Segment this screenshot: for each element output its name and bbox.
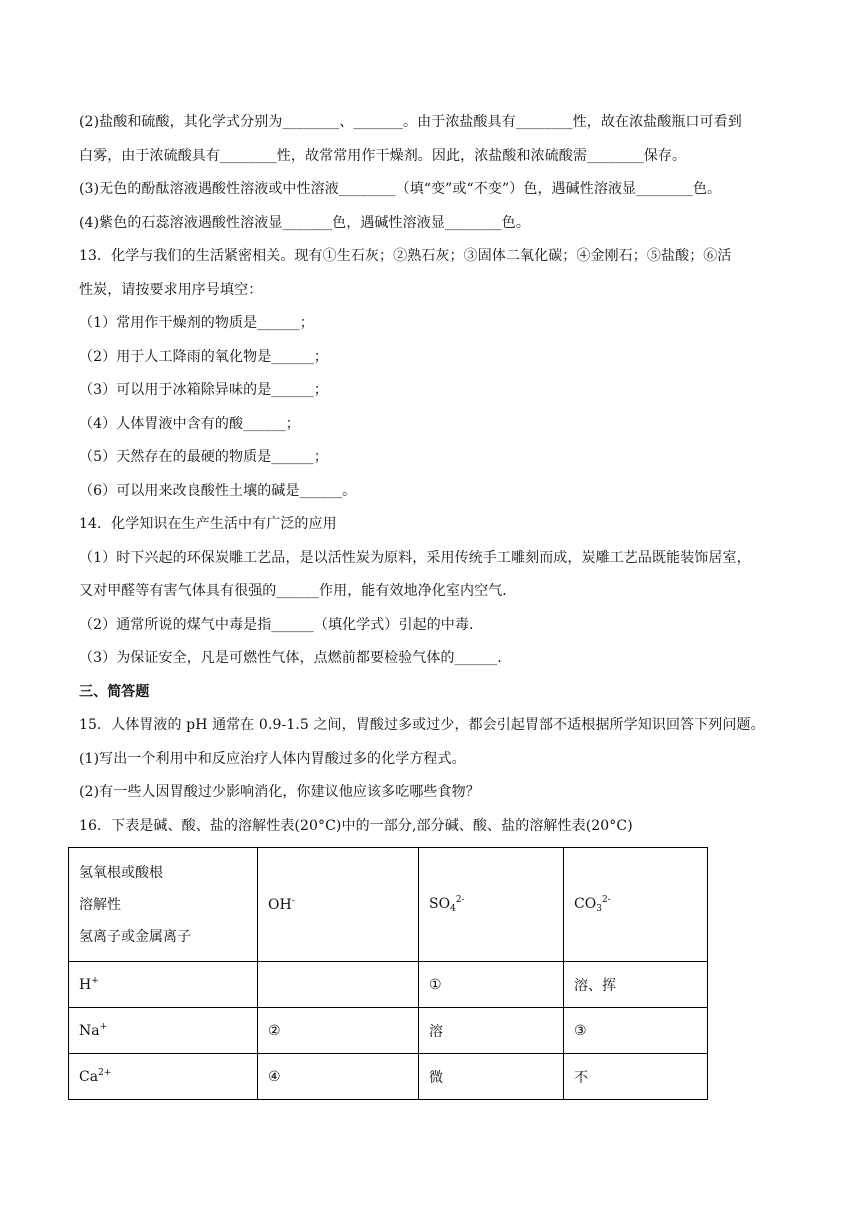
table-cell: ③ — [564, 1008, 708, 1054]
q14-item-1-line1: （1）时下兴起的环保炭雕工艺品，是以活性炭为原料，采用传统手工雕刻而成，炭雕工艺品既能装饰居室， — [79, 549, 751, 566]
table-cell: 溶 — [419, 1008, 564, 1054]
q13-item-1: （1）常用作干燥剂的物质是______； — [79, 315, 314, 331]
corner-label-anion: 氢氧根或酸根 — [79, 864, 163, 881]
q13-item-2: （2）用于人工降雨的氧化物是______； — [79, 348, 329, 365]
column-header-co3: $CO_3^{2-}$ — [564, 848, 708, 962]
table-cell — [258, 962, 419, 1008]
column-header-oh: OH- — [258, 848, 419, 962]
row-header-h: H+ — [69, 962, 258, 1008]
table-header-row — [69, 848, 708, 962]
table-cell: ② — [258, 1008, 419, 1054]
table-corner-cell — [69, 848, 258, 962]
corner-label-solubility: 溶解性 — [79, 896, 121, 913]
q14-stem: 14．化学知识在生产生活中有广泛的应用 — [79, 516, 337, 532]
q15-stem: 15．人体胃液的 pH 通常在 0.9-1.5 之间，胃酸过多或过少，都会引起胃部不适根据所学知识回答下列问题。 — [79, 717, 765, 733]
table-row — [69, 962, 708, 1008]
solubility-table — [68, 847, 708, 1100]
document-body — [79, 106, 799, 843]
q14-item-1-line2: 又对甲醛等有害气体具有很强的______作用，能有效地净化室内空气. — [79, 583, 507, 599]
q12-part3: (3)无色的酚酞溶液遇酸性溶液或中性溶液________（填“变”或“不变”）色，遇碱性溶液显________色。 — [79, 181, 722, 197]
q13-item-5: （5）天然存在的最硬的物质是______； — [79, 449, 329, 465]
section-heading-short-answer: 三、简答题 — [79, 683, 150, 700]
q14-item-3: （3）为保证安全，凡是可燃性气体，点燃前都要检验气体的______. — [79, 650, 502, 666]
row-header-na: Na+ — [69, 1008, 258, 1054]
column-header-so4: $SO_4^{2-}$ — [419, 848, 564, 962]
q15-item-1: (1)写出一个利用中和反应治疗人体内胃酸过多的化学方程式。 — [79, 750, 466, 767]
q13-item-4: （4）人体胃液中含有的酸______； — [79, 415, 300, 432]
table-cell: 溶、挥 — [564, 962, 708, 1008]
table-cell: ① — [419, 962, 564, 1008]
q15-item-2: (2)有一些人因胃酸过少影响消化，你建议他应该多吃哪些食物？ — [79, 784, 480, 800]
row-header-ca: $Ca^{2+}$ — [69, 1054, 258, 1100]
q14-item-2: （2）通常所说的煤气中毒是指______（填化学式）引起的中毒. — [79, 616, 474, 633]
corner-label-cation: 氢离子或金属离子 — [79, 928, 191, 945]
q12-part2-line2: 白雾，由于浓硫酸具有________性，故常常用作干燥剂。因此，浓盐酸和浓硫酸需________保存。 — [79, 147, 687, 164]
q13-stem-line2: 性炭，请按要求用序号填空： — [79, 281, 263, 298]
q13-stem-line1: 13．化学与我们的生活紧密相关。现有①生石灰；②熟石灰；③固体二氧化碳；④金刚石；⑤盐酸；⑥活 — [79, 248, 732, 264]
q13-item-3: （3）可以用于冰箱除异味的是______； — [79, 382, 329, 398]
q13-item-6: （6）可以用来改良酸性土壤的碱是______。 — [79, 482, 357, 499]
table-cell: 不 — [564, 1054, 708, 1100]
table-row — [69, 1054, 708, 1100]
table-cell: ④ — [258, 1054, 419, 1100]
q12-part2-line1: (2)盐酸和硫酸，其化学式分别为________、_______。由于浓盐酸具有________性，故在浓盐酸瓶口可看到 — [79, 114, 742, 130]
q12-part4: (4)紫色的石蕊溶液遇酸性溶液显_______色，遇碱性溶液显________色。 — [79, 214, 530, 231]
table-row — [69, 1008, 708, 1054]
q16-stem: 16．下表是碱、酸、盐的溶解性表(20°C)中的一部分,部分碱、酸、盐的溶解性表(20°C) — [79, 817, 633, 834]
table-cell: 微 — [419, 1054, 564, 1100]
